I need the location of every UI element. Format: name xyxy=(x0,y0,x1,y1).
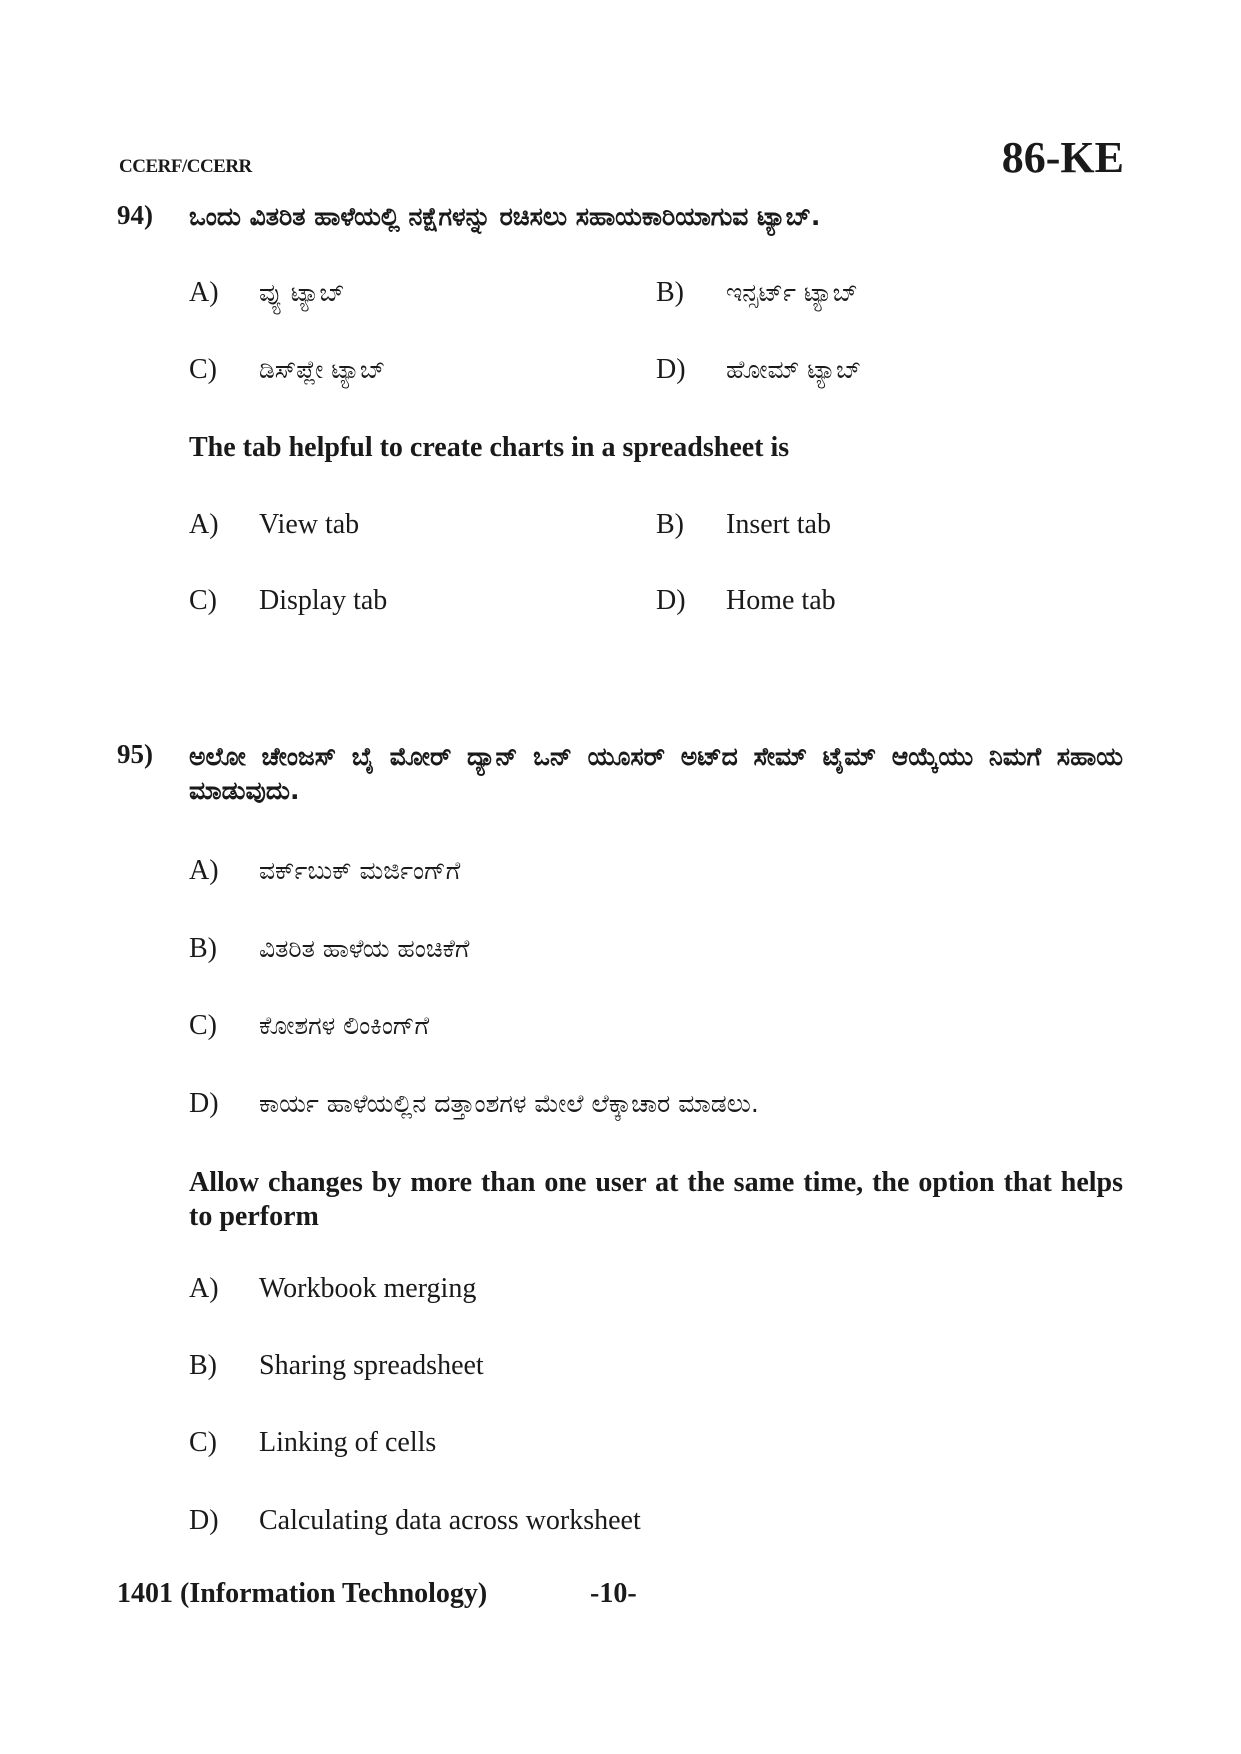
option-d-english xyxy=(189,1505,641,1537)
question-number: 94) xyxy=(117,200,153,230)
option-text: Insert tab xyxy=(726,509,831,540)
question-text-kannada: ಒಂದು ವಿತರಿತ ಹಾಳೆಯಲ್ಲಿ ನಕ್ಷೆಗಳನ್ನು ರಚಿಸಲು ಸಹಾಯಕಾರಿಯಾಗುವ ಟ್ಯಾಬ್. xyxy=(189,202,821,231)
option-text: ಇನ್ಸರ್ಟ್ ಟ್ಯಾಬ್ xyxy=(726,278,858,307)
question-text-english: The tab helpful to create charts in a spreadsheet is xyxy=(189,432,790,463)
option-text: Home tab xyxy=(726,585,836,616)
option-b-kannada xyxy=(189,933,469,965)
option-text: ಡಿಸ್‌ಪ್ಲೇ ಟ್ಯಾಬ್ xyxy=(259,355,386,384)
option-letter: C) xyxy=(189,585,217,616)
option-letter: D) xyxy=(189,1088,219,1119)
option-d-english xyxy=(656,585,836,617)
paper-code: CCERF/CCERR xyxy=(119,156,252,177)
option-a-kannada xyxy=(189,855,460,887)
option-letter: C) xyxy=(189,1427,217,1458)
option-d-kannada xyxy=(656,354,861,386)
option-c-kannada xyxy=(189,354,385,386)
option-letter: C) xyxy=(189,354,217,385)
option-letter: A) xyxy=(189,509,219,540)
option-text: ವರ್ಕ್‌ಬುಕ್ ಮರ್ಜಿಂಗ್‌ಗೆ xyxy=(259,856,461,885)
option-letter: A) xyxy=(189,855,219,886)
option-letter: A) xyxy=(189,277,219,308)
option-text: ವ್ಯು ಟ್ಯಾಬ್ xyxy=(259,278,345,307)
option-c-english xyxy=(189,1427,436,1459)
option-text: Workbook merging xyxy=(259,1273,477,1304)
page-number: -10- xyxy=(590,1578,637,1609)
option-letter: A) xyxy=(189,1273,219,1304)
option-d-kannada xyxy=(189,1088,759,1120)
option-b-english xyxy=(189,1350,484,1382)
option-letter: B) xyxy=(656,509,684,540)
option-text: View tab xyxy=(259,509,360,540)
option-text: ವಿತರಿತ ಹಾಳೆಯ ಹಂಚಿಕೆಗೆ xyxy=(259,934,470,963)
option-text: Sharing spreadsheet xyxy=(259,1350,484,1381)
option-c-kannada xyxy=(189,1010,429,1042)
option-letter: D) xyxy=(189,1505,219,1536)
question-number: 95) xyxy=(117,739,153,769)
option-letter: D) xyxy=(656,585,686,616)
option-text: Display tab xyxy=(259,585,388,616)
option-letter: D) xyxy=(656,354,686,385)
page-id: 86-KE xyxy=(1001,133,1124,182)
question-text-english: Allow changes by more than one user at the same time, the option that helps to perform xyxy=(189,1167,1123,1232)
option-letter: B) xyxy=(189,1350,217,1381)
question-text-kannada: ಅಲೋ ಚೇಂಜಸ್ ಬೈ ಮೋರ್ ದ್ಯಾನ್ ಒನ್ ಯೂಸರ್ ಅಟ್‌ದ ಸೇಮ್ ಟೈಮ್ ಆಯ್ಕೆಯು ನಿಮಗೆ ಸಹಾಯ ಮಾಡುವುದು. xyxy=(189,742,1123,805)
option-text: ಕೋಶಗಳ ಲಿಂಕಿಂಗ್‌ಗೆ xyxy=(259,1011,430,1040)
option-text: ಹೋಮ್ ಟ್ಯಾಬ್ xyxy=(726,355,862,384)
option-a-kannada xyxy=(189,277,345,309)
option-text: ಕಾರ್ಯ ಹಾಳೆಯಲ್ಲಿನ ದತ್ತಾಂಶಗಳ ಮೇಲೆ ಲೆಕ್ಕಾಚಾರ ಮಾಡಲು. xyxy=(259,1089,759,1118)
option-b-kannada xyxy=(656,277,858,309)
option-text: Linking of cells xyxy=(259,1427,437,1458)
option-b-english xyxy=(656,509,831,541)
option-text: Calculating data across worksheet xyxy=(259,1505,641,1536)
option-letter: B) xyxy=(656,277,684,308)
option-letter: B) xyxy=(189,933,217,964)
option-c-english xyxy=(189,585,387,617)
footer-subject: 1401 (Information Technology) xyxy=(117,1578,488,1609)
option-a-english xyxy=(189,1273,476,1305)
option-a-english xyxy=(189,509,359,541)
option-letter: C) xyxy=(189,1010,217,1041)
